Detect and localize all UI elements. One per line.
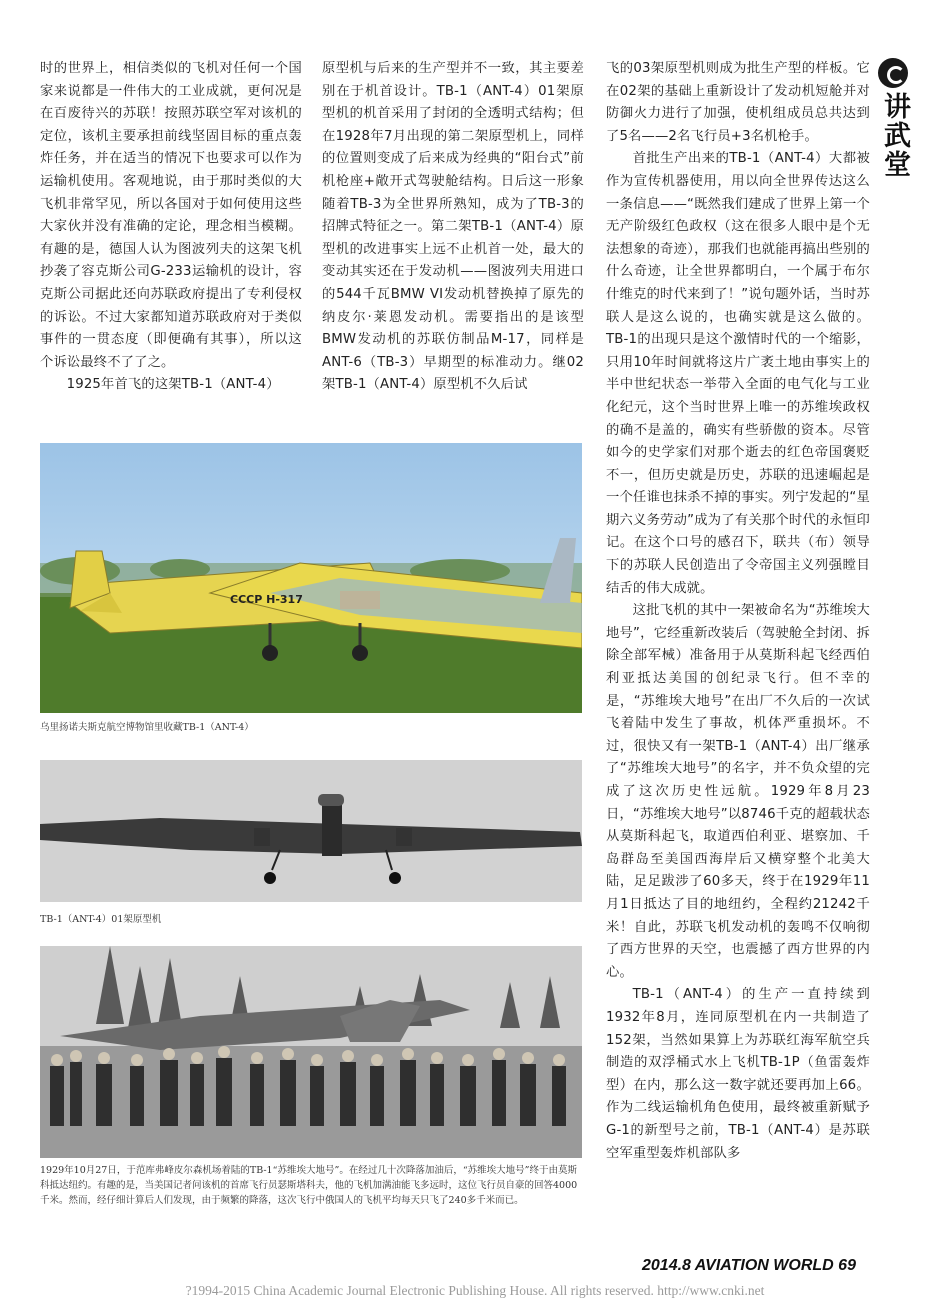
page-folio: 2014.8 AVIATION WORLD 69 bbox=[642, 1257, 856, 1274]
photo-caption: 乌里扬诺夫斯克航空博物馆里收藏TB-1（ANT-4） bbox=[40, 722, 254, 733]
paragraph: 原型机与后来的生产型并不一致，其主要差别在于机首设计。TB-1（ANT-4）01架原型机的机首采用了封闭的全透明式结构；但在1928年7月出现的第二架原型机上，同样的位置则变成了后来成为经典的“阳台式”前机枪座+敞开式驾驶舱结构。日后这一形象随着TB-3为全世界所熟知，成为了TB-3的招牌式特征之一。第二架TB-1（ANT-4）原型机的改进事实上远不止机首一处，最大的变动其实还在于发动机——图波列夫用进口的544千瓦BMW VI发动机替换掉了原先的纳皮尔·莱恩发动机。需要指出的是该型BMW发动机的苏联仿制品M-17，同样是ANT-6（TB-3）早期型的标准动力。继02架TB-1（ANT-4）原型机不久后试 bbox=[322, 61, 584, 393]
museum-aircraft-photo bbox=[40, 443, 582, 713]
photo-caption: 1929年10月27日，于范库弗峰皮尔森机场着陆的TB-1“苏维埃大地号”。在经过几十次降落加油后，“苏维埃大地号”终于由莫斯科抵达纽约。有趣的是，当美国记者问该机的首席飞行员瑟斯塔科夫，他的飞机加满油能飞多远时，这位飞行员自豪的回答4000千米。然而，经仔细计算后人们发现，由于频繁的降落，这次飞行中俄国人的飞机平均每天只飞了240多千米而已。 bbox=[40, 1165, 578, 1206]
paragraph: TB-1（ANT-4）的生产一直持续到1932年8月，连同原型机在内一共制造了152架，当然如果算上为苏联红海军航空兵制造的双浮桶式水上飞机TB-1P（鱼雷轰炸型）在内，那么这一数字就还要再加上66。作为二线运输机角色使用，最终被重新赋予G-1的新型号之前，TB-1（ANT-4）是苏联空军重型轰炸机部队多 bbox=[606, 987, 870, 1161]
photo-caption: TB-1（ANT-4）01架原型机 bbox=[40, 914, 162, 925]
paragraph: 时的世界上，相信类似的飞机对任何一个国家来说都是一件伟大的工业成就，更何况是在百废待兴的苏联！按照苏联空军对该机的定位，该机主要承担前线坚固目标的重点轰炸任务，并在适当的情况下也要求可以作为运输机使用。客观地说，由于那时类似的大飞机非常罕见，所以各国对于如何使用这些大家伙并没有准确的定论，理念相当模糊。有趣的是，德国人认为图波列夫的这架飞机抄袭了容克斯公司G-233运输机的设计，容克斯公司据此还向苏联政府提出了专利侵权的诉讼。不过大家都知道苏联政府对于类似事件的一贯态度（即便确有其事），所以这个诉讼最终不了了之。 bbox=[40, 61, 302, 370]
paragraph: 1925年首飞的这架TB-1（ANT-4） bbox=[66, 377, 280, 393]
landing-crowd-photo bbox=[40, 946, 582, 1158]
text-column-1 bbox=[40, 58, 302, 397]
section-logo bbox=[876, 58, 910, 179]
section-title: 讲武堂 bbox=[879, 92, 910, 179]
paragraph: 首批生产出来的TB-1（ANT-4）大都被作为宣传机器使用，用以向全世界传达这么一条信息——“既然我们建成了世界上第一个无产阶级红色政权（这在很多人眼中是个无法想象的奇迹），那我们也就能再搞出些别的什么奇迹，让全世界都明白，一个属于布尔什维克的时代来到了！”说句题外话，当时苏联人是这么说的，也确实就是这么做的。TB-1的出现只是这个激情时代的一个缩影，只用10年时间就将这片广袤土地由事实上的半中世纪状态一举带入全面的电气化与工业化纪元，这个当时世界上唯一的苏维埃政权的确不是盖的，确实有些骄傲的资本。尽管如今的史学家们对那个逝去的红色帝国褒贬不一，但历史就是历史，苏联的迅速崛起是一个任谁也抹杀不掉的事实。列宁发起的“星期六义务劳动”成为了有关那个时代的永恒印记。在这个口号的感召下，联共（布）领导下的苏联人民创造出了令帝国主义列强瞠目结舌的伟大成就。 bbox=[606, 151, 870, 596]
text-column-3 bbox=[606, 58, 870, 1165]
section-emblem-icon bbox=[878, 58, 908, 88]
aircraft-registration: СССР Н-317 bbox=[230, 593, 303, 606]
paragraph: 飞的03架原型机则成为批生产型的样板。它在02架的基础上重新设计了发动机短舱并对防御火力进行了加强，使机组成员总共达到了5名——2名飞行员+3名机枪手。 bbox=[606, 61, 870, 144]
copyright-footer: ?1994-2015 China Academic Journal Electronic Publishing House. All rights reserved. http://www.cnki.net bbox=[185, 1283, 765, 1298]
prototype-aircraft-photo bbox=[40, 760, 582, 902]
text-column-2 bbox=[322, 58, 584, 397]
paragraph: 这批飞机的其中一架被命名为“苏维埃大地号”，它经重新改装后（驾驶舱全封闭、拆除全部军械）准备用于从莫斯科起飞经西伯利亚抵达美国的创纪录飞行。但不幸的是，“苏维埃大地号”在出厂不久后的一次试飞着陆中发生了事故，机体严重损坏。不过，很快又有一架TB-1（ANT-4）出厂继承了“苏维埃大地号”的名字，并不负众望的完成了这次历史性远航。1929年8月23日，“苏维埃大地号”以8746千克的超载状态从莫斯科起飞，取道西伯利亚、堪察加、千岛群岛至美国西海岸后又横穿整个北美大陆，足足跋涉了60多天，终于在1929年11月1日抵达了目的地纽约，全程约21242千米！自此，苏联飞机发动机的轰鸣不仅响彻了西方世界的天空，也震撼了西方世界的内心。 bbox=[606, 603, 870, 980]
